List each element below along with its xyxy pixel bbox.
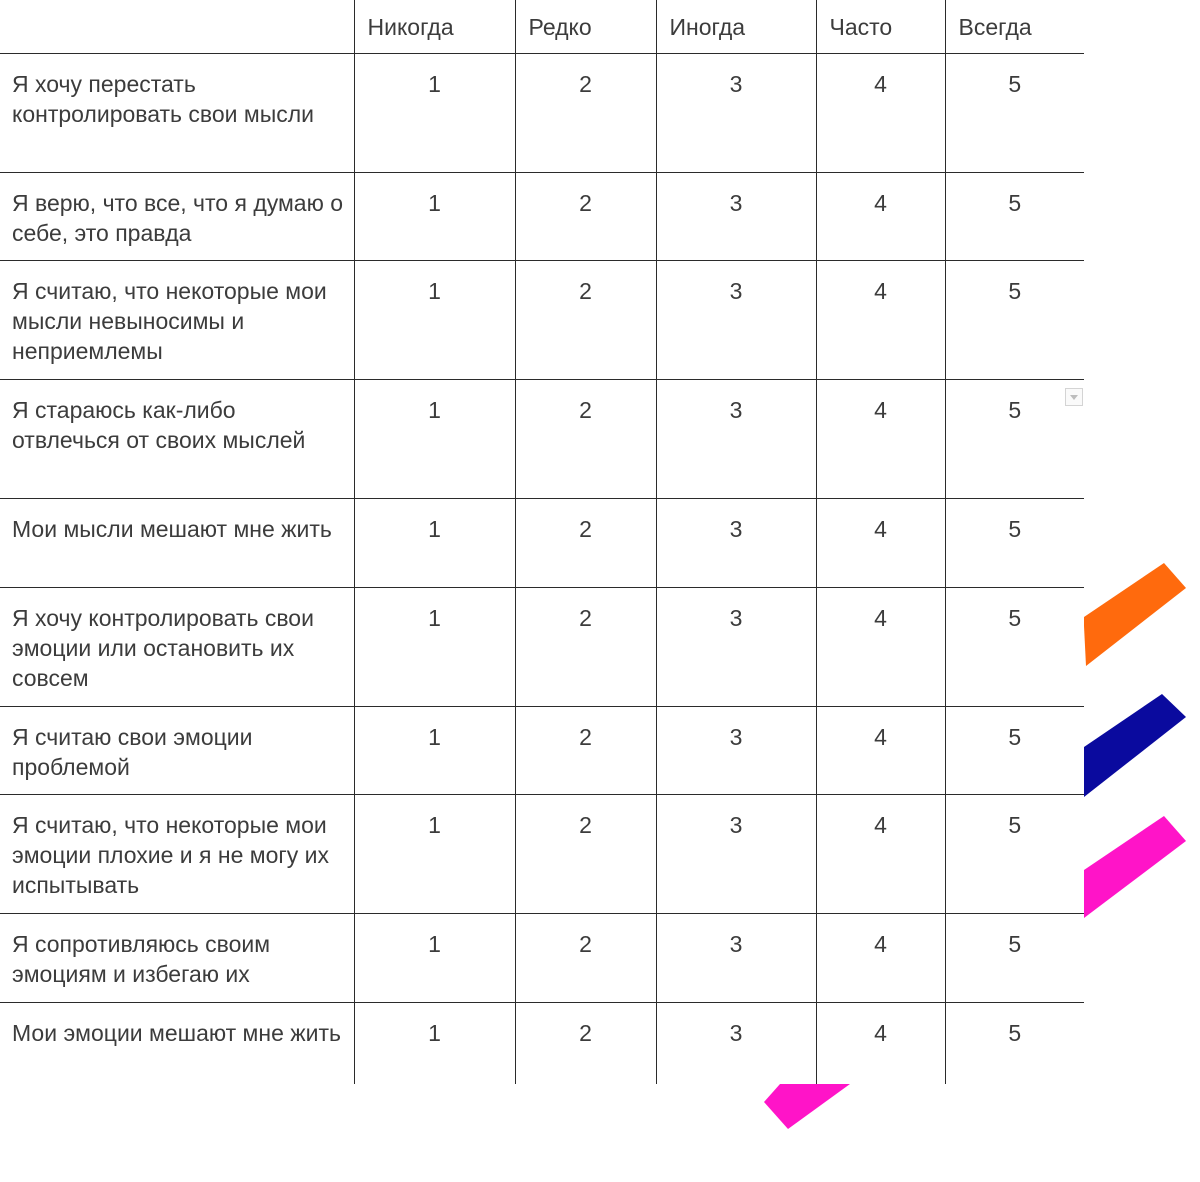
orange-stroke-shape: [1084, 563, 1186, 666]
score-cell-always: 5: [945, 260, 1084, 379]
score-cell-often: 4: [816, 172, 945, 260]
score-cell-often: 4: [816, 498, 945, 587]
header-empty-cell: [0, 0, 354, 53]
score-cell-always: 5: [945, 1002, 1084, 1084]
score-cell-sometimes: 3: [656, 913, 816, 1002]
score-cell-often: 4: [816, 1002, 945, 1084]
question-cell: Я считаю, что некоторые мои мысли невыносимы и неприемлемы: [0, 260, 354, 379]
score-cell-never: 1: [354, 53, 515, 172]
score-cell-rarely: 2: [515, 172, 656, 260]
score-cell-sometimes: 3: [656, 172, 816, 260]
blue-stroke-decoration: [1084, 692, 1194, 802]
score-cell-never: 1: [354, 913, 515, 1002]
question-cell: Я стараюсь как-либо отвлечься от своих мыслей: [0, 379, 354, 498]
question-cell: Я сопротивляюсь своим эмоциям и избегаю их: [0, 913, 354, 1002]
score-cell-sometimes: 3: [656, 53, 816, 172]
score-cell-often: 4: [816, 260, 945, 379]
score-cell-never: 1: [354, 587, 515, 706]
score-cell-always: 5: [945, 498, 1084, 587]
table-row: [0, 53, 1084, 172]
table-row: [0, 260, 1084, 379]
table-row: [0, 1002, 1084, 1084]
score-cell-rarely: 2: [515, 53, 656, 172]
score-cell-always: 5: [945, 794, 1084, 913]
pink-stroke-decoration: [1084, 814, 1194, 924]
score-cell-never: 1: [354, 706, 515, 794]
score-cell-sometimes: 3: [656, 1002, 816, 1084]
table-row: [0, 794, 1084, 913]
score-cell-never: 1: [354, 379, 515, 498]
score-cell-never: 1: [354, 260, 515, 379]
score-cell-sometimes: 3: [656, 794, 816, 913]
header-never: Никогда: [354, 0, 515, 53]
score-cell-sometimes: 3: [656, 379, 816, 498]
table-row: [0, 587, 1084, 706]
score-cell-sometimes: 3: [656, 587, 816, 706]
score-cell-sometimes: 3: [656, 260, 816, 379]
question-cell: Я верю, что все, что я думаю о себе, это правда: [0, 172, 354, 260]
score-cell-never: 1: [354, 172, 515, 260]
score-cell-always: 5: [945, 913, 1084, 1002]
score-cell-rarely: 2: [515, 913, 656, 1002]
orange-stroke-decoration: [1084, 560, 1194, 670]
score-cell-often: 4: [816, 53, 945, 172]
blue-stroke-shape: [1084, 694, 1186, 797]
table-row: [0, 913, 1084, 1002]
pink-stroke-bottom-shape: [764, 1084, 850, 1129]
score-cell-often: 4: [816, 794, 945, 913]
dropdown-arrow-icon[interactable]: [1065, 388, 1083, 406]
score-cell-sometimes: 3: [656, 706, 816, 794]
header-sometimes: Иногда: [656, 0, 816, 53]
score-cell-rarely: 2: [515, 379, 656, 498]
score-cell-often: 4: [816, 706, 945, 794]
header-always: Всегда: [945, 0, 1084, 53]
score-cell-rarely: 2: [515, 706, 656, 794]
question-cell: Я считаю, что некоторые мои эмоции плохие и я не могу их испытывать: [0, 794, 354, 913]
score-cell-often: 4: [816, 913, 945, 1002]
table-row: [0, 172, 1084, 260]
score-cell-always: 5: [945, 587, 1084, 706]
score-cell-rarely: 2: [515, 260, 656, 379]
score-cell-never: 1: [354, 498, 515, 587]
question-cell: Я хочу перестать контролировать свои мысли: [0, 53, 354, 172]
header-often: Часто: [816, 0, 945, 53]
score-cell-always: 5: [945, 379, 1084, 498]
score-cell-always: 5: [945, 172, 1084, 260]
table-row: [0, 706, 1084, 794]
question-cell: Мои эмоции мешают мне жить: [12, 1019, 342, 1046]
score-cell-never: 1: [354, 1002, 515, 1084]
score-cell-rarely: 2: [515, 498, 656, 587]
score-cell-rarely: 2: [515, 794, 656, 913]
table-row: [0, 379, 1084, 498]
score-cell-rarely: 2: [515, 587, 656, 706]
table-row: [0, 498, 1084, 587]
score-cell-often: 4: [816, 379, 945, 498]
question-cell: Мои мысли мешают мне жить: [0, 498, 354, 587]
header-rarely: Редко: [515, 0, 656, 53]
table-header-row: [0, 0, 1084, 53]
score-cell-always: 5: [945, 706, 1084, 794]
score-cell-never: 1: [354, 794, 515, 913]
score-cell-often: 4: [816, 587, 945, 706]
score-cell-rarely: 2: [515, 1002, 656, 1084]
question-cell: Я хочу контролировать свои эмоции или остановить их совсем: [0, 587, 354, 706]
question-cell: Я считаю свои эмоции проблемой: [0, 706, 354, 794]
score-cell-sometimes: 3: [656, 498, 816, 587]
pink-stroke-shape: [1084, 816, 1186, 918]
score-cell-always: 5: [945, 53, 1084, 172]
pink-stroke-bottom-decoration: [760, 1084, 860, 1134]
